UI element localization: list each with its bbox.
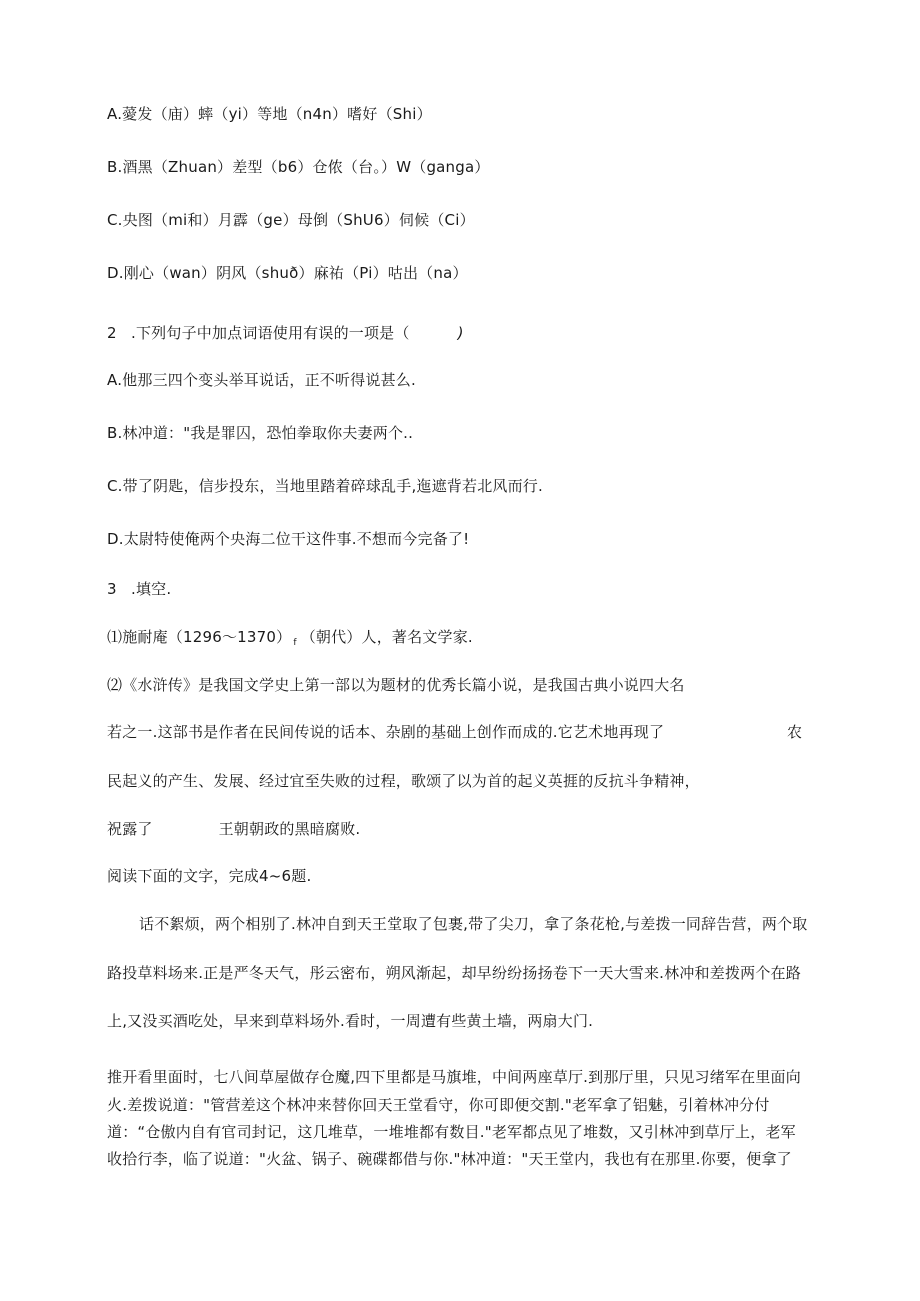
q2-text: .下列句子中加点词语使用有误的一项是（: [131, 324, 410, 342]
q3-item-2-line-1: ⑵《水浒传》是我国文学史上第一部以为题材的优秀长篇小说，是我国古典小说四大名: [107, 676, 685, 694]
q2-option-d: D.太尉特使俺两个央海二位干这件事.不想而今完备了!: [107, 530, 470, 548]
q2-option-c: C.带了阴匙，信步投东，当地里踏着碎球乱手,迤遮背若北风而行.: [107, 477, 543, 495]
q1-option-c: C.央图（mi和）月霹（ge）母倒（ShU6）伺候（Ci）: [107, 211, 475, 229]
q2-number: 2: [107, 324, 117, 342]
q3-text: .填空.: [131, 580, 172, 598]
q3-item-1-part-a: ⑴施耐庵（1296〜1370）: [107, 628, 292, 646]
q2-option-b: B.林冲道："我是罪囚，恐怕拳取你夫妻两个..: [107, 424, 414, 442]
q1-option-d: D.刚心（wan）阴风（shuð）麻祐（Pi）咕出（na）: [107, 264, 468, 282]
passage-dense-line-1: 推开看里面时，七八间草屋做存仓魔,四下里都是马旗堆，中间两座草厅.到那厅里，只见习绪军在里面向: [107, 1068, 801, 1086]
passage-line-2: 路投草料场来.正是严冬天气，彤云密布，朔风渐起，却早纷纷扬扬卷下一天大雪来.林冲和差拨两个在路: [107, 964, 801, 982]
q3-item-1: [107, 627, 473, 653]
q3-item-2-line-3: 民起义的产生、发展、经过宜至失败的过程，歌颂了以为首的起义英捱的反抗斗争精神，: [107, 772, 700, 790]
q1-option-b: B.酒黑（Zhuan）差型（b6）仓侬（台。）W（ganga）: [107, 158, 490, 176]
reading-intro: 阅读下面的文字，完成4~6题.: [107, 867, 312, 885]
passage-dense-line-3: 道：“仓傲内自有官司封记，这几堆草，一堆堆都有数目."老军都点见了堆数，又引林冲到草厅上，老军: [107, 1123, 796, 1141]
q3-item-1-part-b: （朝代）人，著名文学家.: [300, 628, 473, 646]
passage-dense-line-2: 火.差拨说道："管营差这个林冲来替你回天王堂看守，你可即便交割."老军拿了铝魅，引着林冲分付: [107, 1096, 770, 1114]
q2-option-a: A.他那三四个变头举耳说话，正不听得说甚么.: [107, 371, 416, 389]
q3-item-1-sub: f: [293, 638, 297, 648]
q3-item-2-line-2-right: 农: [787, 723, 803, 741]
q1-option-a: A.薆发（庙）蟀（yi）等地（n4n）嗜好（Shi）: [107, 105, 432, 123]
q3-item-2-line-4-a: 祝露了: [107, 820, 153, 838]
q3-item-2-line-4-b: 王朝朝政的黑暗腐败.: [218, 820, 361, 838]
passage-line-3: 上,又没买酒吃处，早来到草料场外.看时，一周遭有些黄土墙，两扇大门.: [107, 1012, 594, 1030]
q3-item-2-line-2: 若之一.这部书是作者在民间传说的话本、杂剧的基础上创作而成的.它艺术地再现了: [107, 723, 665, 741]
q3-question: [107, 579, 171, 599]
passage-dense-line-4: 收拾行李，临了说道："火盆、锅子、碗碟都借与你."林冲道："天王堂内，我也有在那里.你要，便拿了: [107, 1150, 792, 1168]
passage-line-1: 话不絮烦，两个相别了.林冲自到天王堂取了包裹,带了尖刀，拿了条花枪,与差拨一同辞告营，两个取: [139, 915, 808, 933]
q3-item-2-line-4: [107, 819, 360, 839]
q2-question: [107, 323, 464, 343]
q2-close-paren: ): [457, 324, 464, 342]
q3-number: 3: [107, 580, 117, 598]
